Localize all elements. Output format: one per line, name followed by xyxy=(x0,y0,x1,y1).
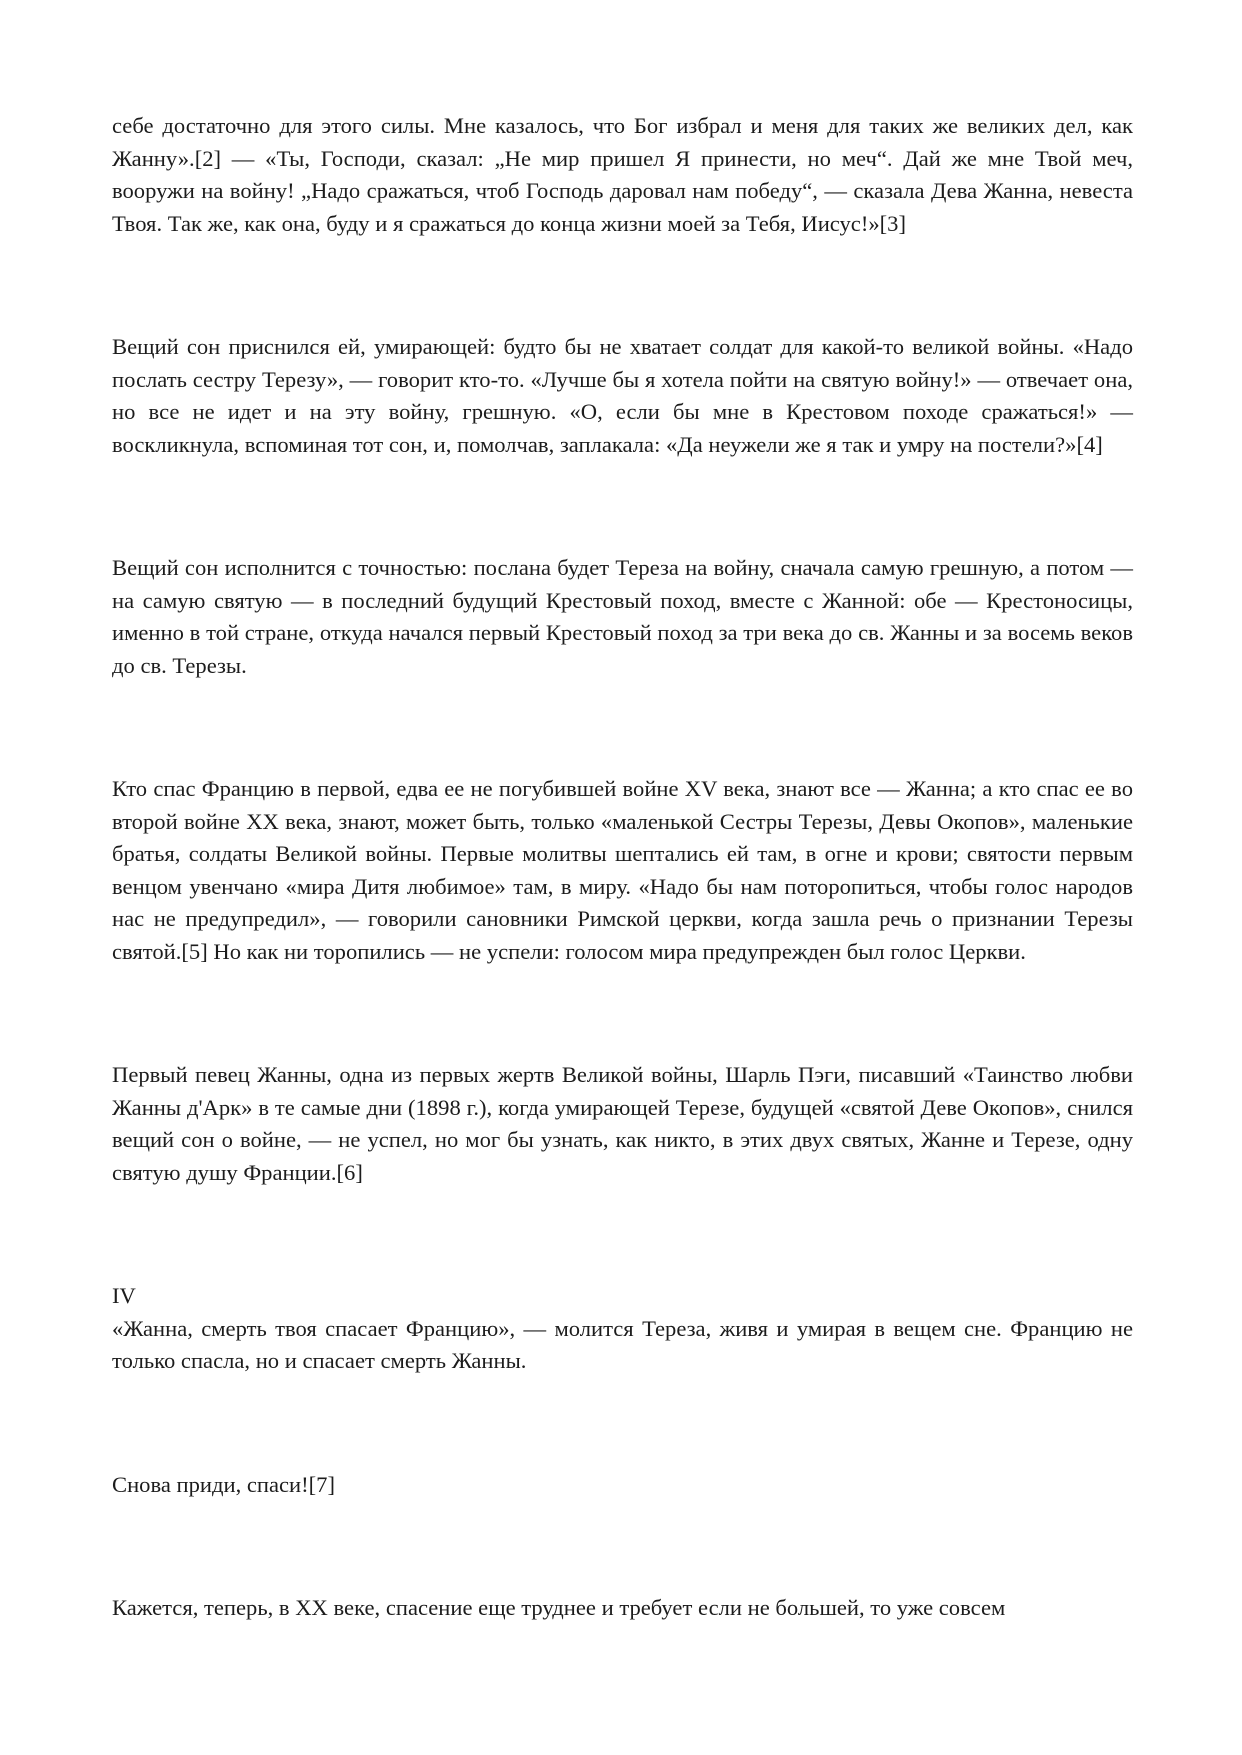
paragraph-1: себе достаточно для этого силы. Мне казалось, что Бог избрал и меня для таких же великих дел, как Жанну».[2] — «Ты, Господи, сказал: „Не мир пришел Я принести, но меч“. Дай же мне Твой меч, вооружи на войну! „Надо сражаться, чтоб Господь даровал нам победу“, — сказала Дева Жанна, невеста Твоя. Так же, как она, буду и я сражаться до конца жизни моей за Тебя, Иисус!»[3] xyxy=(112,113,1133,236)
paragraph-2: Вещий сон приснился ей, умирающей: будто бы не хватает солдат для какой-то великой войны. «Надо послать сестру Терезу», — говорит кто-то. «Лучше бы я хотела пойти на святую войну!» — отвечает она, но все не идет и на эту войну, грешную. «О, если бы мне в Крестовом походе сражаться!» — воскликнула, вспоминая тот сон, и, помолчав, заплакала: «Да неужели же я так и умру на постели?»[4] xyxy=(112,334,1133,457)
paragraph-7: Снова приди, спаси![7] xyxy=(112,1471,336,1497)
paragraph-5: Первый певец Жанны, одна из первых жертв Великой войны, Шарль Пэги, писавший «Таинство любви Жанны д'Арк» в те самые дни (1898 г.), когда умирающей Терезе, будущей «святой Деве Окопов», снился вещий сон о войне, — не успел, но мог бы узнать, как никто, в этих двух святых, Жанне и Терезе, одну святую душу Франции.[6] xyxy=(112,1062,1133,1185)
paragraph-4: Кто спас Францию в первой, едва ее не погубившей войне XV века, знают все — Жанна; а кто спас ее во второй войне XX века, знают, может быть, только «маленькой Сестры Терезы, Девы Окопов», маленькие братья, солдаты Великой войны. Первые молитвы шептались ей там, в огне и крови; святости первым венцом увенчано «мира Дитя любимое» там, в миру. «Надо бы нам поторопиться, чтобы голос народов нас не предупредил», — говорили сановники Римской церкви, когда зашла речь о признании Терезы святой.[5] Но как ни торопились — не успели: голосом мира предупрежден был голос Церкви. xyxy=(112,776,1133,964)
document-page xyxy=(112,110,1133,1625)
paragraph-3: Вещий сон исполнится с точностью: послана будет Тереза на войну, сначала самую грешную, а потом — на самую святую — в последний будущий Крестовый поход, вместе с Жанной: обе — Крестоносицы, именно в той стране, откуда начался первый Крестовый поход за три века до св. Жанны и за восемь веков до св. Терезы. xyxy=(112,555,1133,678)
section-heading: IV xyxy=(112,1283,136,1308)
paragraph-6: «Жанна, смерть твоя спасает Францию», — молится Тереза, живя и умирая в вещем сне. Францию не только спасла, но и спасает смерть Жанны. xyxy=(112,1315,1133,1373)
paragraph-8: Кажется, теперь, в XX веке, спасение еще труднее и требует если не большей, то уже совсем xyxy=(112,1595,1006,1620)
